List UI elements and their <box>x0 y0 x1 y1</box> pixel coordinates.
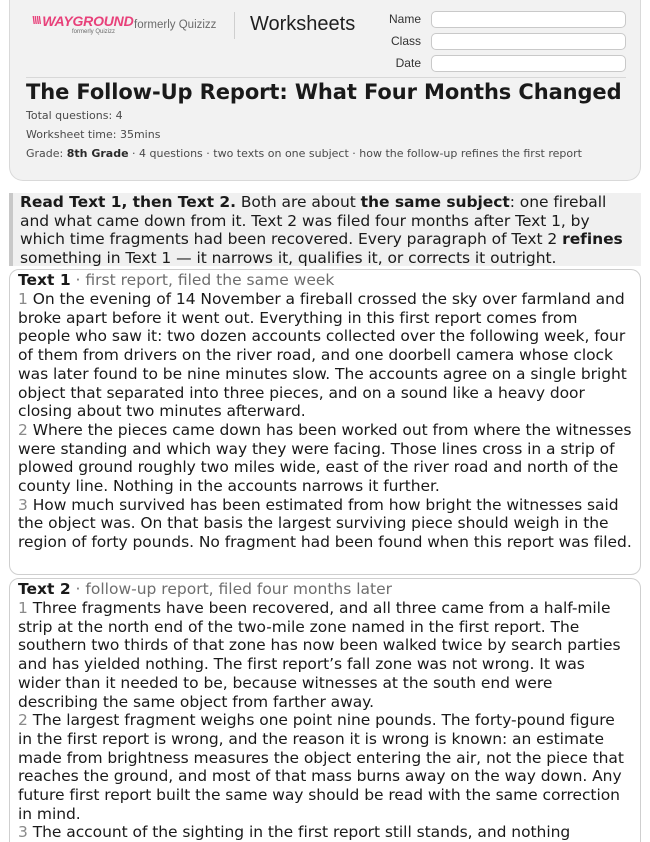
instructions-text-2: : one fireball and what came down from it. Text 2 was filed four months after Text 1, by which time fragments had been recovered. Every paragraph of Text 2 <box>20 193 607 248</box>
paragraph-text: Three fragments have been recovered, and all three came from a half-mile strip at the north end of the two-mile zone named in the first report. The southern two thirds of that zone has now been walked twice by search parties and has yielded nothing. The first report’s fall zone was not wrong. It was wider than it needed to be, because witnesses at the south end were describing the same object from farther away. <box>18 599 621 711</box>
text-1-paragraph-2 <box>18 421 632 496</box>
text-1-paragraph-1 <box>18 290 632 421</box>
brand-logo <box>32 13 134 38</box>
brand-tagline: formerly Quizizz <box>72 29 116 35</box>
wayground-mark-icon: \\\\ <box>32 15 41 27</box>
text-2-paragraph-1 <box>18 599 632 711</box>
class-field[interactable] <box>431 33 626 50</box>
instructions-text-1: Both are about <box>235 193 361 211</box>
text-1-subtitle: · first report, filed the same week <box>70 271 335 289</box>
instructions-lead: Read Text 1, then Text 2. <box>20 193 236 211</box>
paragraph-text: On the evening of 14 November a fireball crossed the sky over farmland and broke apart before it went out. Everything in this first report comes from people who saw it: two dozen accounts collected over the following week, four of them from drivers on the river road, and one doorbell camera whose clock was later found to be nine minutes slow. The accounts agree on a single bright object that separated into three pieces, and on a sound like a heavy door closing about two minutes afterward. <box>18 290 627 421</box>
total-questions: Total questions: 4 <box>26 109 123 122</box>
instructions-bold-subject: the same subject <box>360 193 510 211</box>
date-label: Date <box>395 56 421 70</box>
grade-prefix: Grade: <box>26 147 67 160</box>
paragraph-text: Where the pieces came down has been worked out from where the witnesses were standing and which way they were facing. Those lines cross in a strip of plowed ground roughly two miles wide, east of the river road and north of the county line. Nothing in the accounts narrows it further. <box>18 420 632 496</box>
app-title: Worksheets <box>250 13 356 35</box>
paragraph-text: How much survived has been estimated from how bright the witnesses said the object was. On that basis the largest surviving piece should weigh in the region of forty pounds. No fragment had been found when this report was filed. <box>18 495 632 552</box>
paragraph-number: 3 <box>18 495 28 514</box>
text-2-paragraph-3 <box>18 823 632 842</box>
name-field[interactable] <box>431 11 626 28</box>
text-1-heading <box>18 271 632 290</box>
paragraph-text: The largest fragment weighs one point nine pounds. The forty-pound figure in the first report is wrong, and the reason it is wrong is known: an estimate made from brightness measures the object entering the air, not the piece that reaches the ground, and most of that mass burns away on the way down. Any future first report built the same way should be read with the same correction in mind. <box>18 711 624 823</box>
class-label: Class <box>390 34 421 48</box>
paragraph-number: 2 <box>18 711 28 730</box>
brand-wordmark: WAYGROUND <box>42 13 134 29</box>
header-rule <box>26 77 626 78</box>
text-1-card <box>9 269 641 575</box>
grade-value: 8th Grade <box>66 147 129 160</box>
paragraph-number: 2 <box>18 420 28 439</box>
text-2-heading <box>18 580 632 599</box>
name-label: Name <box>388 12 421 26</box>
worksheet-time: Worksheet time: 35mins <box>26 128 161 141</box>
paragraph-text: The account of the sighting in the first report still stands, and nothing <box>27 823 571 842</box>
paragraph-number: 3 <box>18 823 28 842</box>
header-divider <box>234 12 235 39</box>
text-2-paragraph-2 <box>18 711 632 823</box>
text-2-label: Text 2 <box>18 580 71 598</box>
text-1-label: Text 1 <box>18 271 71 289</box>
formerly-label: formerly Quizizz <box>134 19 217 31</box>
instructions-bold-refines: refines <box>562 230 623 248</box>
page-title: The Follow-Up Report: What Four Months Changed <box>26 80 622 104</box>
paragraph-number: 1 <box>18 599 28 617</box>
instructions-box <box>9 193 641 266</box>
text-2-subtitle: · follow-up report, filed four months later <box>70 580 393 598</box>
date-field[interactable] <box>431 55 626 72</box>
text-2-card <box>9 578 641 842</box>
text-1-paragraph-3 <box>18 496 632 552</box>
instructions-text-3: something in Text 1 — it narrows it, qualifies it, or corrects it outright. <box>20 248 557 267</box>
worksheet-header <box>9 0 641 181</box>
paragraph-number: 1 <box>18 290 28 308</box>
grade-details: · 4 questions · two texts on one subject · how the follow-up refines the first report <box>128 147 582 160</box>
grade-line <box>26 147 582 160</box>
